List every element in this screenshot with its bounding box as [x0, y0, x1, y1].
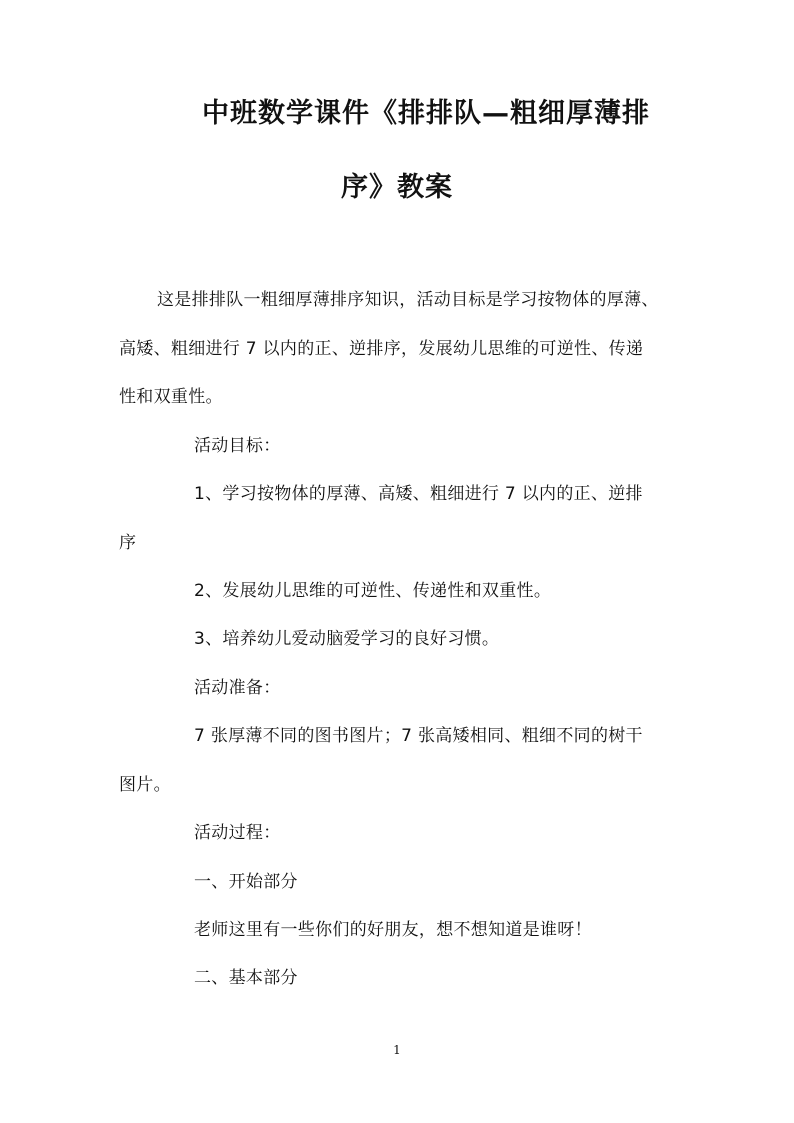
goal-item-3: 3、培养幼儿爱动脑爱学习的良好习惯。 — [194, 629, 500, 649]
intro-text-line-2: 高矮、粗细进行 7 以内的正、逆排序，发展幼儿思维的可逆性、传递 — [119, 339, 644, 359]
process-part-2-heading: 二、基本部分 — [194, 968, 298, 988]
prep-heading: 活动准备： — [194, 678, 281, 698]
page-number: 1 — [393, 1043, 401, 1057]
document-title-line-2: 序》教案 — [341, 172, 453, 203]
document-title-line-1: 中班数学课件《排排队—粗细厚薄排 — [202, 98, 650, 129]
prep-text-line-2: 图片。 — [119, 775, 171, 795]
process-part-1-heading: 一、开始部分 — [194, 872, 298, 892]
intro-text-line-3: 性和双重性。 — [119, 387, 223, 407]
goal-item-1-line-2: 序 — [119, 533, 137, 553]
process-part-1-text: 老师这里有一些你们的好朋友，想不想知道是谁呀！ — [194, 920, 592, 940]
goals-heading: 活动目标： — [194, 436, 281, 456]
prep-text-line-1: 7 张厚薄不同的图书图片；7 张高矮相同、粗细不同的树干 — [194, 726, 643, 746]
goal-item-2: 2、发展幼儿思维的可逆性、传递性和双重性。 — [194, 581, 552, 601]
intro-text-line-1: 这是排排队一粗细厚薄排序知识，活动目标是学习按物体的厚薄、 — [157, 290, 659, 310]
goal-item-1-line-1: 1、学习按物体的厚薄、高矮、粗细进行 7 以内的正、逆排 — [194, 484, 643, 504]
process-heading: 活动过程： — [194, 823, 281, 843]
